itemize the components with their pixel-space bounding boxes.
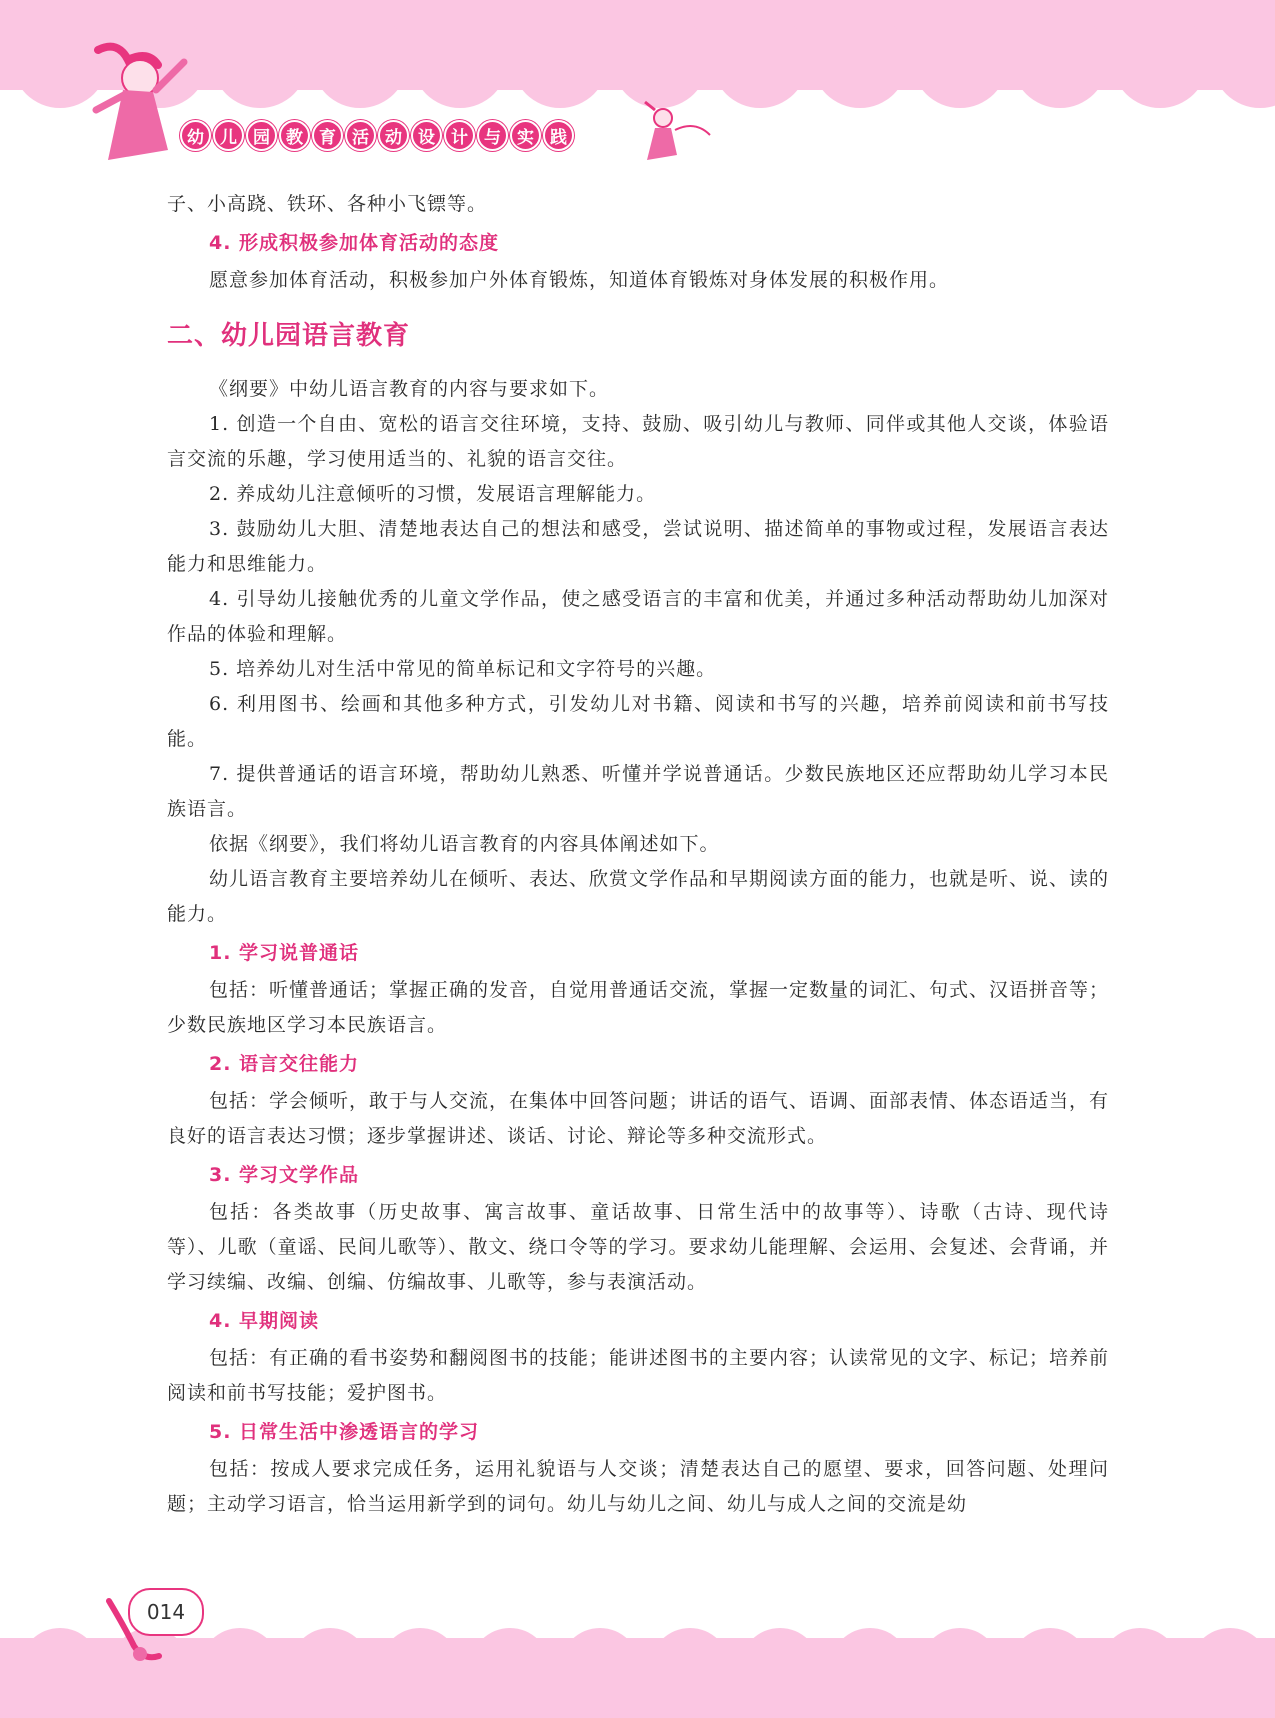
subheading: 2. 语言交往能力: [209, 1053, 360, 1075]
book-title-char: 践: [543, 120, 574, 151]
paragraph: 包括：按成人要求完成任务，运用礼貌语与人交谈；清楚表达自己的愿望、要求，回答问题、处理问题；主动学习语言，恰当运用新学到的词句。幼儿与幼儿之间、幼儿与成人之间的交流是幼: [167, 1458, 1109, 1515]
page-content: [167, 187, 1109, 1522]
paragraph: 包括：有正确的看书姿势和翻阅图书的技能；能讲述图书的主要内容；认读常见的文字、标记；培养前阅读和前书写技能；爱护图书。: [167, 1347, 1110, 1404]
paragraph: 愿意参加体育活动，积极参加户外体育锻炼，知道体育锻炼对身体发展的积极作用。: [209, 269, 950, 291]
paragraph: 《纲要》中幼儿语言教育的内容与要求如下。: [209, 378, 610, 400]
book-title-char: 园: [246, 120, 277, 151]
book-title-char: 与: [477, 120, 508, 151]
list-item: 4. 引导幼儿接触优秀的儿童文学作品，使之感受语言的丰富和优美，并通过多种活动帮助幼儿加深对作品的体验和理解。: [167, 588, 1109, 645]
book-title-char: 教: [279, 120, 310, 151]
book-title-char: 育: [312, 120, 343, 151]
section-title: 二、幼儿园语言教育: [167, 321, 411, 351]
list-item: 5. 培养幼儿对生活中常见的简单标记和文字符号的兴趣。: [209, 658, 717, 680]
subheading: 5. 日常生活中渗透语言的学习: [209, 1421, 480, 1443]
subheading: 4. 形成积极参加体育活动的态度: [209, 232, 500, 254]
paragraph: 包括：各类故事（历史故事、寓言故事、童话故事、日常生活中的故事等）、诗歌（古诗、现代诗等）、儿歌（童谣、民间儿歌等）、散文、绕口令等的学习。要求幼儿能理解、会运用、会复述、会背诵，并学习续编、改编、创编、仿编故事、儿歌等，参与表演活动。: [167, 1201, 1109, 1293]
book-title-char: 设: [411, 120, 442, 151]
page-number: 014: [128, 1588, 204, 1636]
list-item: 1. 创造一个自由、宽松的语言交往环境，支持、鼓励、吸引幼儿与教师、同伴或其他人交谈，体验语言交流的乐趣，学习使用适当的、礼貌的语言交往。: [167, 413, 1109, 470]
book-title-char: 幼: [180, 120, 211, 151]
list-item: 6. 利用图书、绘画和其他多种方式，引发幼儿对书籍、阅读和书写的兴趣，培养前阅读和前书写技能。: [167, 693, 1109, 750]
paragraph: 依据《纲要》，我们将幼儿语言教育的内容具体阐述如下。: [209, 833, 720, 855]
book-title-char: 动: [378, 120, 409, 151]
paragraph: 包括：听懂普通话；掌握正确的发音，自觉用普通话交流，掌握一定数量的词汇、句式、汉语拼音等；少数民族地区学习本民族语言。: [167, 979, 1110, 1036]
paragraph: 子、小高跷、铁环、各种小飞镖等。: [167, 193, 488, 215]
book-title-char: 实: [510, 120, 541, 151]
paragraph: 幼儿语言教育主要培养幼儿在倾听、表达、欣赏文学作品和早期阅读方面的能力，也就是听、说、读的能力。: [167, 868, 1110, 925]
fairy-illustration-icon: [635, 100, 715, 170]
list-item: 2. 养成幼儿注意倾听的习惯，发展语言理解能力。: [209, 483, 657, 505]
list-item: 3. 鼓励幼儿大胆、清楚地表达自己的想法和感受，尝试说明、描述简单的事物或过程，发展语言表达能力和思维能力。: [167, 518, 1109, 575]
girl-illustration-icon: [88, 40, 188, 170]
book-title: [180, 120, 574, 151]
footer-band: [0, 1638, 1275, 1718]
book-title-char: 儿: [213, 120, 244, 151]
book-title-char: 计: [444, 120, 475, 151]
list-item: 7. 提供普通话的语言环境，帮助幼儿熟悉、听懂并学说普通话。少数民族地区还应帮助幼儿学习本民族语言。: [167, 763, 1109, 820]
subheading: 1. 学习说普通话: [209, 942, 360, 964]
subheading: 3. 学习文学作品: [209, 1164, 360, 1186]
book-title-char: 活: [345, 120, 376, 151]
paragraph: 包括：学会倾听，敢于与人交流，在集体中回答问题；讲话的语气、语调、面部表情、体态语适当，有良好的语言表达习惯；逐步掌握讲述、谈话、讨论、辩论等多种交流形式。: [167, 1090, 1110, 1147]
subheading: 4. 早期阅读: [209, 1310, 320, 1332]
